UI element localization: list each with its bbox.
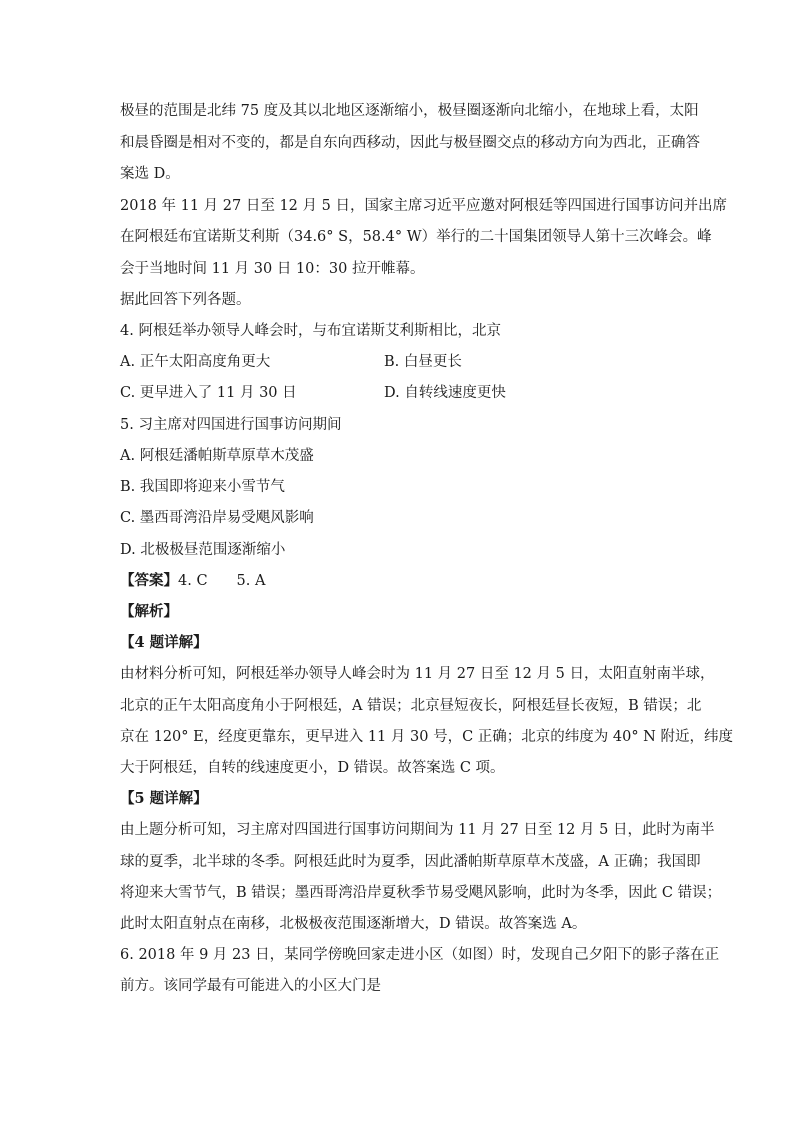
q4-detail-label: 【4 题详解】 bbox=[120, 634, 208, 651]
q6-stem-line-1: 6. 2018 年 9 月 23 日，某同学傍晚回家走进小区（如图）时，发现自己夕阳下的影子落在正 bbox=[120, 947, 720, 963]
q4-detail-line-2: 北京的正午太阳高度角小于阿根廷，A 错误；北京昼短夜长，阿根廷昼长夜短，B 错误；北 bbox=[120, 698, 702, 714]
material-line-1: 2018 年 11 月 27 日至 12 月 5 日，国家主席习近平应邀对阿根廷等四国进行国事访问并出席 bbox=[120, 198, 727, 214]
q5-option-d: D. 北极极昼范围逐渐缩小 bbox=[120, 542, 286, 558]
q4-detail-line-3: 京在 120° E，经度更靠东，更早进入 11 月 30 号，C 正确；北京的纬度为 40° N 附近，纬度 bbox=[120, 729, 733, 745]
analysis-label: 【解析】 bbox=[120, 603, 178, 620]
q5-detail-line-3: 将迎来大雪节气，B 错误；墨西哥湾沿岸夏秋季节易受飓风影响，此时为冬季，因此 C 错误； bbox=[120, 885, 722, 901]
material-line-2: 在阿根廷布宜诺斯艾利斯（34.6° S，58.4° W）举行的二十国集团领导人第十三次峰会。峰 bbox=[120, 229, 712, 245]
q4-detail-line-1: 由材料分析可知，阿根廷举办领导人峰会时为 11 月 27 日至 12 月 5 日，太阳直射南半球， bbox=[120, 666, 715, 682]
q4-option-a: A. 正午太阳高度角更大 bbox=[120, 354, 271, 370]
prev-explanation-line-2: 和晨昏圈是相对不变的，都是自东向西移动，因此与极昼圈交点的移动方向为西北，正确答 bbox=[120, 135, 700, 151]
q6-stem-line-2: 前方。该同学最有可能进入的小区大门是 bbox=[120, 978, 381, 994]
q5-detail-line-1: 由上题分析可知，习主席对四国进行国事访问期间为 11 月 27 日至 12 月 5 日，此时为南半 bbox=[120, 822, 715, 838]
answer-label: 【答案】 bbox=[120, 572, 178, 589]
material-line-3: 会于当地时间 11 月 30 日 10：30 拉开帷幕。 bbox=[120, 261, 425, 277]
prev-explanation-line-1: 极昼的范围是北纬 75 度及其以北地区逐渐缩小，极昼圈逐渐向北缩小，在地球上看，太阳 bbox=[120, 103, 699, 119]
q5-detail-line-4: 此时太阳直射点在南移，北极极夜范围逐渐增大，D 错误。故答案选 A。 bbox=[120, 916, 587, 932]
answer-line bbox=[120, 571, 700, 591]
q4-option-b: B. 白昼更长 bbox=[384, 354, 462, 370]
q5-option-a: A. 阿根廷潘帕斯草原草木茂盛 bbox=[120, 448, 314, 464]
q5-option-c: C. 墨西哥湾沿岸易受飓风影响 bbox=[120, 510, 314, 526]
material-instruction: 据此回答下列各题。 bbox=[120, 292, 251, 308]
q4-option-c: C. 更早进入了 11 月 30 日 bbox=[120, 385, 297, 401]
q5-option-b: B. 我国即将迎来小雪节气 bbox=[120, 479, 285, 495]
q4-detail-line-4: 大于阿根廷，自转的线速度更小，D 错误。故答案选 C 项。 bbox=[120, 760, 505, 776]
q5-stem: 5. 习主席对四国进行国事访问期间 bbox=[120, 417, 342, 433]
prev-explanation-line-3: 案选 D。 bbox=[120, 166, 180, 182]
answer-text: 4. C 5. A bbox=[178, 573, 266, 589]
q4-option-d: D. 自转线速度更快 bbox=[384, 385, 506, 401]
q5-detail-line-2: 球的夏季，北半球的冬季。阿根廷此时为夏季，因此潘帕斯草原草木茂盛，A 正确；我国即 bbox=[120, 854, 701, 870]
q5-detail-label: 【5 题详解】 bbox=[120, 790, 208, 807]
q4-stem: 4. 阿根廷举办领导人峰会时，与布宜诺斯艾利斯相比，北京 bbox=[120, 323, 501, 339]
